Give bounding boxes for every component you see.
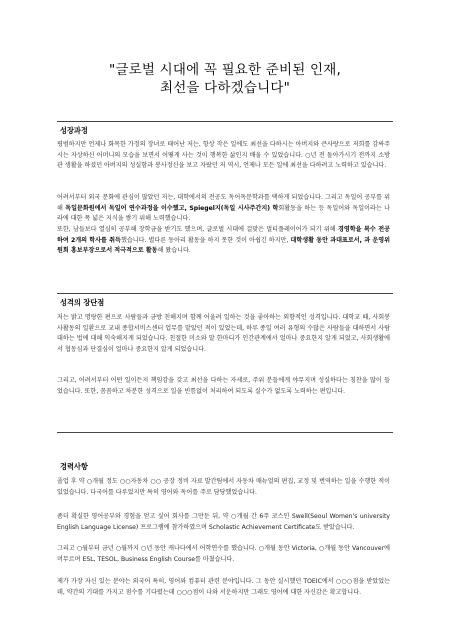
- career-paragraph-4: [57, 577, 390, 598]
- upbringing-p2-bold-a: 독일문화원에서 독일어 연수과정을 이수했고,: [65, 204, 190, 212]
- personality-paragraph-2: [57, 376, 390, 397]
- upbringing-p3-text-b: 했습니다. 별다른 동아리 활동을 하지 못한 것이 아쉽긴 하지만,: [120, 236, 291, 244]
- section-heading-personality: 성격의 장단점: [60, 298, 105, 307]
- section-heading-upbringing: 성장과정: [60, 126, 88, 135]
- career-paragraph-3: [57, 544, 390, 565]
- career-p4-text: 제가 가장 자신 있는 분야는 외국어 특히, 영어와 컴퓨터 관련 분야입니다. 그 동안 실시했던 TOEIC에서 ○○○점을 받았었는데, 약간의 기대를 가지고 점수를 기다렸는데 ○○○점이 나와 서운하지만 그래도 영어에 대한 자신감은 확고합니다.: [57, 578, 390, 596]
- section-heading-career: 경력사항: [60, 462, 88, 471]
- career-paragraph-1: [57, 477, 390, 498]
- upbringing-p2-bold-b: Spiegel지(독일 시사주간지) 학: [189, 204, 279, 212]
- upbringing-p2-text-a: 어려서부터 외국 문화에 관심이 많았던 저는, 대학에서의 전공도 독어독문학과를 택하게 되었습니다. 그리고 독일어 공부를 위해: [57, 194, 390, 212]
- upbringing-paragraph-2: [57, 193, 390, 225]
- section-divider-personality: [57, 293, 393, 294]
- personality-p1-text: 저는 밝고 명랑한 편으로 사람들과 금방 친해지며 함께 어울려 일하는 것을 좋아하는 외향적인 성격입니다. 대학교 때, 사회봉사활동의 일환으로 교내 종합서비스센터 업무를 맡았던 적이 있었는데, 하루 종일 여러 유형의 수많은 사람들을 대하면서 사람 대하는 법에 대해 익숙해지게 되었습니다. 친절한 미소와 말 한마디가 인간관계에서 얼마나 중요한지 알게 되었고, 사회생활에서 협동심과 단결심이 얼마나 중요한지 알게 되었습니다.: [57, 314, 390, 353]
- upbringing-p3-text-c: 해 왔습니다.: [157, 247, 191, 254]
- upbringing-paragraph-3: [57, 225, 390, 257]
- career-p1-text: 졸업 후 약 ○개월 정도 ○○자동차 ○○ 공장 정비 자료 발간팀에서 자동차 매뉴얼의 편집, 교정 및 번역하는 일을 수행한 적이 있었습니다. 다국어를 다루었지만 특히 영어와 독어를 주로 담당했었습니다.: [57, 478, 390, 496]
- upbringing-paragraph-1: [57, 140, 390, 172]
- personality-paragraph-1: [57, 313, 390, 355]
- career-paragraph-2: [57, 512, 390, 533]
- career-p3-text: 그리고 ○월부터 금년 ○월까지 ○년 동안 캐나다에서 어학연수를 했습니다. ○개월 동안 Victoria, ○개월 동안 Vancouver에 머무르며 ESL, TESOL, Business English Course를 마쳤습니다.: [57, 545, 390, 563]
- career-p2-text: 좀더 확실한 영어공부와 경험을 얻고 싶어 회사를 그만둔 뒤, 약 ○개월 간 6주 코스인 Swell(Seoul Women's university English Language License) 프로그램에 참가하였으며 Scholastic Achievement Certificate도 받았습니다.: [57, 513, 390, 531]
- upbringing-p2-text-b: 회활동을 하는 등 독일어와 독일이라는 나라에 대한 폭 넓은 지식을 쌓기 위해 노력했습니다.: [57, 204, 390, 222]
- upbringing-p1-text: 평범하지만 언제나 화목한 가정의 장녀로 태어난 저는, 항상 작은 일에도 최선을 다하시는 아버지와 큰사랑으로 저희를 감싸주시는 자상하신 어머니의 모습을 보면서 어떻게 사는 것이 행복한 삶인지 배울 수 있었습니다. ○년 전 돌아가시기 전까지 소방관 생활을 하셨던 아버지의 성실함과 봉사정신을 보고 자랐던 저 역시, 언제나 모든 일에 최선을 다하려고 노력하고 있습니다.: [57, 141, 390, 169]
- document-title-line-1: "글로벌 시대에 꼭 필요한 준비된 인재,: [109, 62, 341, 78]
- personality-p2-text: 그리고, 어려서부터 어떤 일이든지 책임감을 갖고 최선을 다하는 자세로, 주위 분들에게 야무지며 성실하다는 칭찬을 많이 들었습니다. 또한, 꼼꼼하고 차분한 성격으로 일을 빈틈없이 처리하여 되도록 실수가 없도록 노력하는 편입니다.: [57, 377, 390, 395]
- upbringing-p3-text-a: 또한, 남들보다 열심히 공부해 장학금을 받기도 했으며, 글로벌 시대에 걸맞은 멀티플레이어가 되기 위해: [57, 226, 338, 233]
- section-divider-career: [57, 432, 393, 433]
- document-title-line-2: 최선을 다하겠습니다": [159, 80, 291, 96]
- upbringing-p3-bold-a: 경영학을 복수 전공하여 2개의 학사를 취득: [57, 226, 390, 244]
- section-divider-upbringing: [57, 121, 393, 122]
- upbringing-p3-bold-b: 대학생활 동안 과대표로서, 과 운영위원회 홍보부장으로서 적극적으로 활동: [57, 236, 390, 254]
